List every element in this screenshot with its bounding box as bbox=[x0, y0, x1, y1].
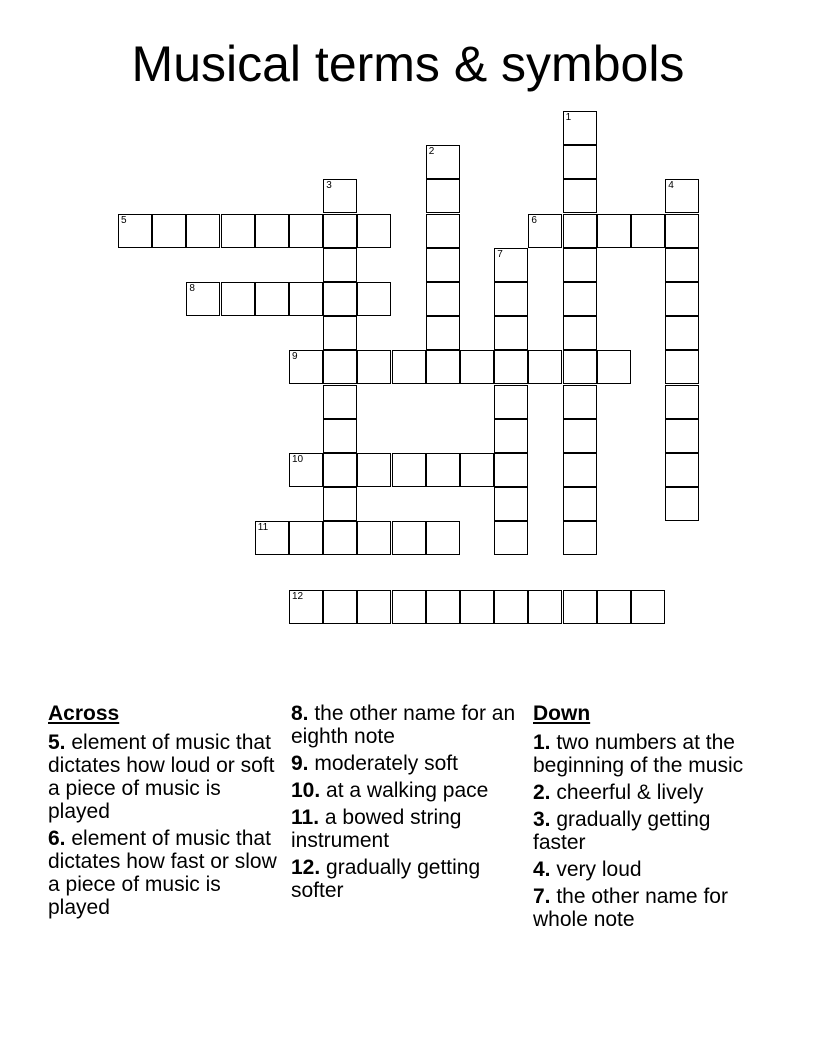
clue-number: 5 bbox=[121, 214, 127, 226]
across-clue bbox=[291, 752, 523, 775]
puzzle-title: Musical terms & symbols bbox=[131, 36, 685, 92]
clue-number-label: 12. bbox=[291, 856, 321, 879]
grid-cell[interactable] bbox=[460, 590, 494, 624]
clue-text: gradually getting softer bbox=[291, 856, 481, 902]
grid-cell[interactable] bbox=[323, 521, 357, 555]
grid-cell[interactable] bbox=[665, 453, 699, 487]
grid-cell[interactable] bbox=[460, 350, 494, 384]
grid-cell[interactable] bbox=[563, 248, 597, 282]
grid-cell[interactable] bbox=[323, 179, 357, 213]
clue-number: 11 bbox=[257, 522, 269, 534]
down-clue bbox=[533, 731, 765, 777]
grid-cell[interactable] bbox=[255, 521, 289, 555]
clue-number: 2 bbox=[428, 146, 435, 158]
grid-cell[interactable] bbox=[494, 521, 528, 555]
clue-number-label: 10. bbox=[291, 779, 321, 802]
grid-cell[interactable] bbox=[494, 350, 528, 384]
grid-cell[interactable] bbox=[528, 214, 562, 248]
grid-cell[interactable] bbox=[255, 214, 289, 248]
clue-text: a bowed string instrument bbox=[291, 806, 462, 852]
grid-cell[interactable] bbox=[563, 590, 597, 624]
grid-cell[interactable] bbox=[563, 521, 597, 555]
grid-cell[interactable] bbox=[528, 590, 562, 624]
grid-cell[interactable] bbox=[665, 282, 699, 316]
grid-cell[interactable] bbox=[494, 590, 528, 624]
grid-cell[interactable] bbox=[563, 282, 597, 316]
grid-cell[interactable] bbox=[665, 214, 699, 248]
clue-number: 12 bbox=[292, 590, 304, 602]
grid-cell[interactable] bbox=[289, 350, 323, 384]
clue-number: 4 bbox=[668, 180, 674, 192]
grid-cell[interactable] bbox=[528, 350, 562, 384]
grid-cell[interactable] bbox=[563, 487, 597, 521]
clue-number: 7 bbox=[497, 248, 503, 260]
clue-text: element of music that dictates how loud or soft a piece of music is played bbox=[48, 731, 275, 823]
grid-cell[interactable] bbox=[323, 248, 357, 282]
across-clue bbox=[48, 827, 280, 919]
grid-cell[interactable] bbox=[118, 214, 152, 248]
across-clue bbox=[48, 731, 280, 823]
grid-cell[interactable] bbox=[323, 214, 357, 248]
grid-cell[interactable] bbox=[426, 282, 460, 316]
grid-cell[interactable] bbox=[392, 590, 426, 624]
clue-number: 9 bbox=[292, 351, 298, 363]
clue-text: the other name for an eighth note bbox=[291, 702, 516, 748]
clue-column-2 bbox=[291, 702, 523, 906]
grid-cell[interactable] bbox=[665, 419, 699, 453]
grid-cell[interactable] bbox=[426, 350, 460, 384]
grid-cell[interactable] bbox=[392, 350, 426, 384]
grid-cell[interactable] bbox=[323, 487, 357, 521]
grid-cell[interactable] bbox=[494, 487, 528, 521]
across-clue bbox=[291, 856, 523, 902]
across-heading: Across bbox=[48, 702, 120, 725]
grid-cell[interactable] bbox=[323, 590, 357, 624]
clue-number-label: 1. bbox=[533, 731, 551, 754]
grid-cell[interactable] bbox=[357, 214, 391, 248]
grid-cell[interactable] bbox=[221, 214, 255, 248]
grid-cell[interactable] bbox=[597, 350, 631, 384]
grid-cell[interactable] bbox=[563, 111, 597, 145]
clue-text: element of music that dictates how fast or slow a piece of music is played bbox=[48, 827, 277, 919]
clue-number: 10 bbox=[292, 454, 304, 465]
clue-number: 3 bbox=[326, 180, 332, 192]
grid-cell[interactable] bbox=[494, 282, 528, 316]
clue-number-label: 3. bbox=[533, 808, 551, 831]
grid-cell[interactable] bbox=[357, 590, 391, 624]
grid-cell[interactable] bbox=[426, 179, 460, 213]
down-clue bbox=[533, 885, 765, 931]
grid-cell[interactable] bbox=[323, 453, 357, 487]
grid-cell[interactable] bbox=[289, 214, 323, 248]
down-heading: Down bbox=[533, 702, 591, 725]
grid-cell[interactable] bbox=[665, 179, 699, 213]
grid-cell[interactable] bbox=[563, 316, 597, 350]
grid-cell[interactable] bbox=[494, 419, 528, 453]
grid-cell[interactable] bbox=[426, 214, 460, 248]
clue-text: cheerful & lively bbox=[550, 781, 704, 804]
grid-cell[interactable] bbox=[426, 316, 460, 350]
clue-number: 8 bbox=[189, 283, 195, 294]
grid-cell[interactable] bbox=[563, 179, 597, 213]
grid-cell[interactable] bbox=[289, 590, 323, 624]
grid-cell[interactable] bbox=[494, 248, 528, 282]
grid-cell[interactable] bbox=[597, 214, 631, 248]
grid-cell[interactable] bbox=[563, 453, 597, 487]
clue-text: two numbers at the beginning of the music bbox=[533, 731, 744, 777]
clue-column-3 bbox=[533, 702, 765, 935]
grid-cell[interactable] bbox=[392, 521, 426, 555]
grid-cell[interactable] bbox=[186, 214, 220, 248]
clue-column-1 bbox=[48, 702, 280, 923]
grid-cell[interactable] bbox=[460, 453, 494, 487]
clue-number-label: 7. bbox=[533, 885, 551, 908]
clue-number-label: 5. bbox=[48, 731, 66, 754]
grid-cell[interactable] bbox=[563, 350, 597, 384]
grid-cell[interactable] bbox=[426, 590, 460, 624]
clue-text: very loud bbox=[550, 858, 642, 881]
grid-cell[interactable] bbox=[665, 487, 699, 521]
grid-cell[interactable] bbox=[323, 350, 357, 384]
clue-number-label: 2. bbox=[533, 781, 551, 804]
grid-cell[interactable] bbox=[186, 282, 220, 316]
clue-number-label: 11. bbox=[291, 806, 320, 829]
grid-cell[interactable] bbox=[357, 453, 391, 487]
grid-cell[interactable] bbox=[357, 282, 391, 316]
clue-number-label: 6. bbox=[48, 827, 66, 850]
down-clue bbox=[533, 808, 765, 854]
grid-cell[interactable] bbox=[494, 385, 528, 419]
grid-cell[interactable] bbox=[665, 350, 699, 384]
down-clue bbox=[533, 781, 765, 804]
grid-cell[interactable] bbox=[255, 282, 289, 316]
grid-cell[interactable] bbox=[426, 453, 460, 487]
grid-cell[interactable] bbox=[426, 521, 460, 555]
clue-text: moderately soft bbox=[308, 752, 458, 775]
grid-cell[interactable] bbox=[665, 385, 699, 419]
grid-cell[interactable] bbox=[563, 145, 597, 179]
across-clue bbox=[291, 702, 523, 748]
grid-cell[interactable] bbox=[597, 590, 631, 624]
grid-cell[interactable] bbox=[631, 214, 665, 248]
grid-cell[interactable] bbox=[152, 214, 186, 248]
clue-number-label: 9. bbox=[291, 752, 309, 775]
grid-cell[interactable] bbox=[289, 282, 323, 316]
grid-cell[interactable] bbox=[563, 419, 597, 453]
grid-cell[interactable] bbox=[392, 453, 426, 487]
grid-cell[interactable] bbox=[563, 385, 597, 419]
grid-cell[interactable] bbox=[631, 590, 665, 624]
across-clue bbox=[291, 806, 523, 852]
clue-number-label: 4. bbox=[533, 858, 551, 881]
clue-number-label: 8. bbox=[291, 702, 309, 725]
grid-cell[interactable] bbox=[426, 248, 460, 282]
grid-cell[interactable] bbox=[323, 419, 357, 453]
grid-cell[interactable] bbox=[289, 453, 323, 487]
grid-cell[interactable] bbox=[665, 248, 699, 282]
grid-cell[interactable] bbox=[357, 350, 391, 384]
grid-cell[interactable] bbox=[289, 521, 323, 555]
grid-cell[interactable] bbox=[494, 316, 528, 350]
down-clue bbox=[533, 858, 765, 881]
clue-number: 1 bbox=[565, 112, 572, 123]
grid-cell[interactable] bbox=[426, 145, 460, 179]
grid-cell[interactable] bbox=[323, 385, 357, 419]
clue-number: 6 bbox=[531, 214, 537, 226]
across-clue bbox=[291, 779, 523, 802]
clue-text: at a walking pace bbox=[320, 779, 489, 802]
clue-text: the other name for whole note bbox=[533, 885, 728, 931]
grid-cell[interactable] bbox=[357, 521, 391, 555]
grid-cell[interactable] bbox=[665, 316, 699, 350]
grid-cell[interactable] bbox=[494, 453, 528, 487]
grid-cell[interactable] bbox=[323, 282, 357, 316]
clue-text: gradually getting faster bbox=[533, 808, 711, 854]
grid-cell[interactable] bbox=[323, 316, 357, 350]
grid-cell[interactable] bbox=[221, 282, 255, 316]
grid-cell[interactable] bbox=[563, 214, 597, 248]
